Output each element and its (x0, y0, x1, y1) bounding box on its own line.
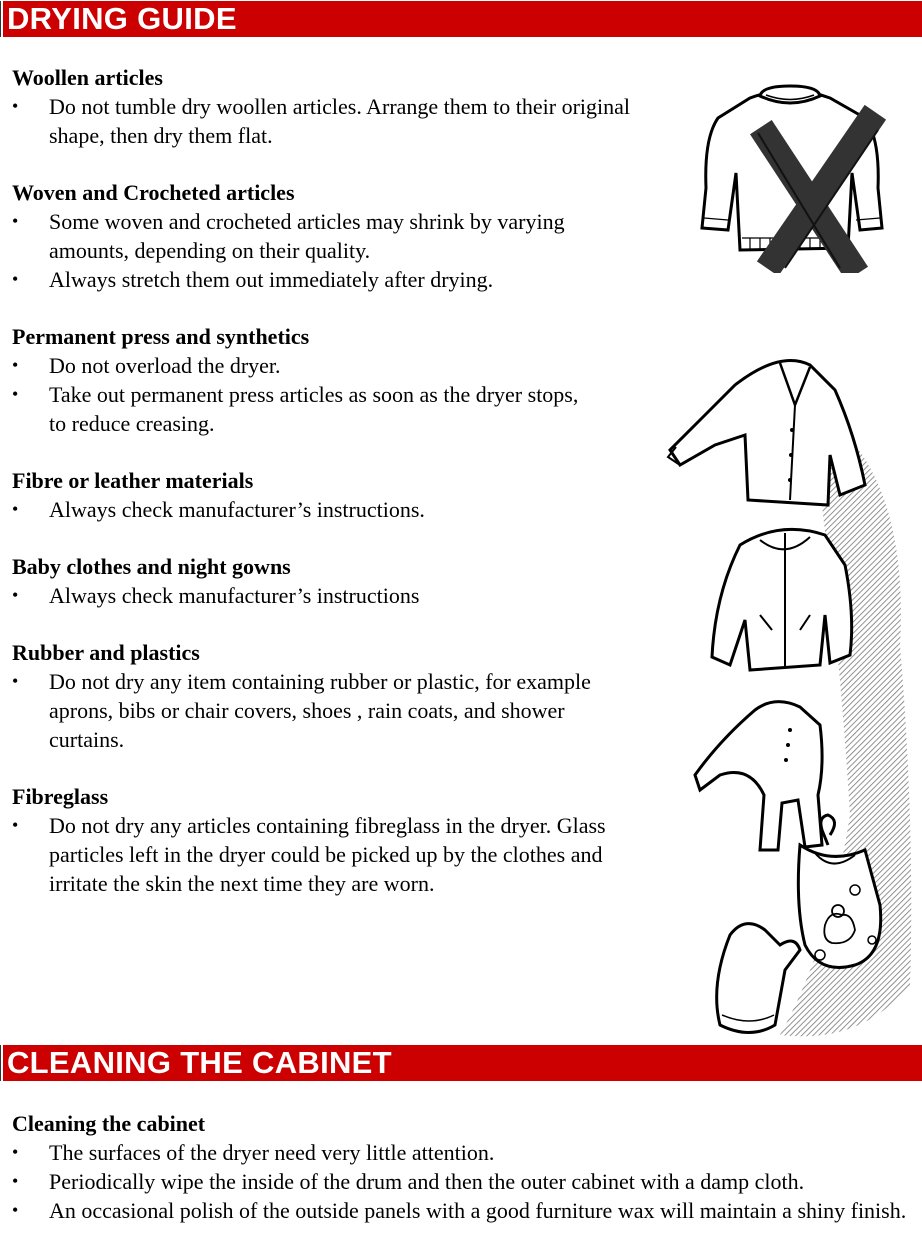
drying-guide-content (12, 64, 642, 927)
list-item: • The surfaces of the dryer need very little attention. (12, 1138, 910, 1167)
cleaning-cabinet-content (12, 1110, 910, 1225)
group-heading: Permanent press and synthetics (12, 324, 310, 349)
list-item: • Always stretch them out immediately after drying. (12, 265, 642, 294)
cleaning-cabinet-banner (0, 1045, 922, 1081)
list-item: • Do not overload the dryer. (12, 351, 642, 380)
group-rubber-plastics (12, 639, 642, 754)
list-item: • Always check manufacturer’s instructions (12, 581, 642, 610)
group-woollen (12, 64, 642, 150)
list-item: • Some woven and crocheted articles may shrink by varying amounts, depending on their quality. (12, 207, 642, 265)
group-permanent-press (12, 323, 642, 438)
group-heading: Woollen articles (12, 65, 163, 90)
cleaning-cabinet-title: CLEANING THE CABINET (7, 1045, 392, 1080)
group-heading: Baby clothes and night gowns (12, 554, 291, 579)
group-heading: Woven and Crocheted articles (12, 180, 295, 205)
sweater-crossed-out-icon (680, 78, 900, 273)
group-heading: Fibreglass (12, 784, 109, 809)
list-item: • Always check manufacturer’s instructions. (12, 495, 642, 524)
group-heading: Fibre or leather materials (12, 468, 254, 493)
list-item: • Do not dry any item containing rubber or plastic, for example aprons, bibs or chair covers, shoes , rain coats, and shower curtains. (12, 667, 614, 754)
group-baby-clothes (12, 553, 642, 610)
group-heading: Rubber and plastics (12, 640, 200, 665)
group-woven (12, 179, 642, 294)
group-heading: Cleaning the cabinet (12, 1111, 206, 1136)
clothing-pile-icon (660, 345, 918, 1045)
drying-guide-banner (0, 1, 922, 37)
list-item: • Take out permanent press articles as soon as the dryer stops, to reduce creasing. (12, 380, 594, 438)
list-item: • Do not dry any articles containing fibreglass in the dryer. Glass particles left in the dryer could be picked up by the clothes and irritate the skin the next time they are worn. (12, 811, 634, 898)
group-fibreglass (12, 783, 642, 898)
list-item: • Periodically wipe the inside of the drum and then the outer cabinet with a damp cloth. (12, 1167, 910, 1196)
list-item: • An occasional polish of the outside panels with a good furniture wax will maintain a shiny finish. (12, 1196, 910, 1225)
drying-guide-title: DRYING GUIDE (7, 1, 237, 36)
group-fibre-leather (12, 467, 642, 524)
list-item: • Do not tumble dry woollen articles. Arrange them to their original shape, then dry them flat. (12, 92, 634, 150)
